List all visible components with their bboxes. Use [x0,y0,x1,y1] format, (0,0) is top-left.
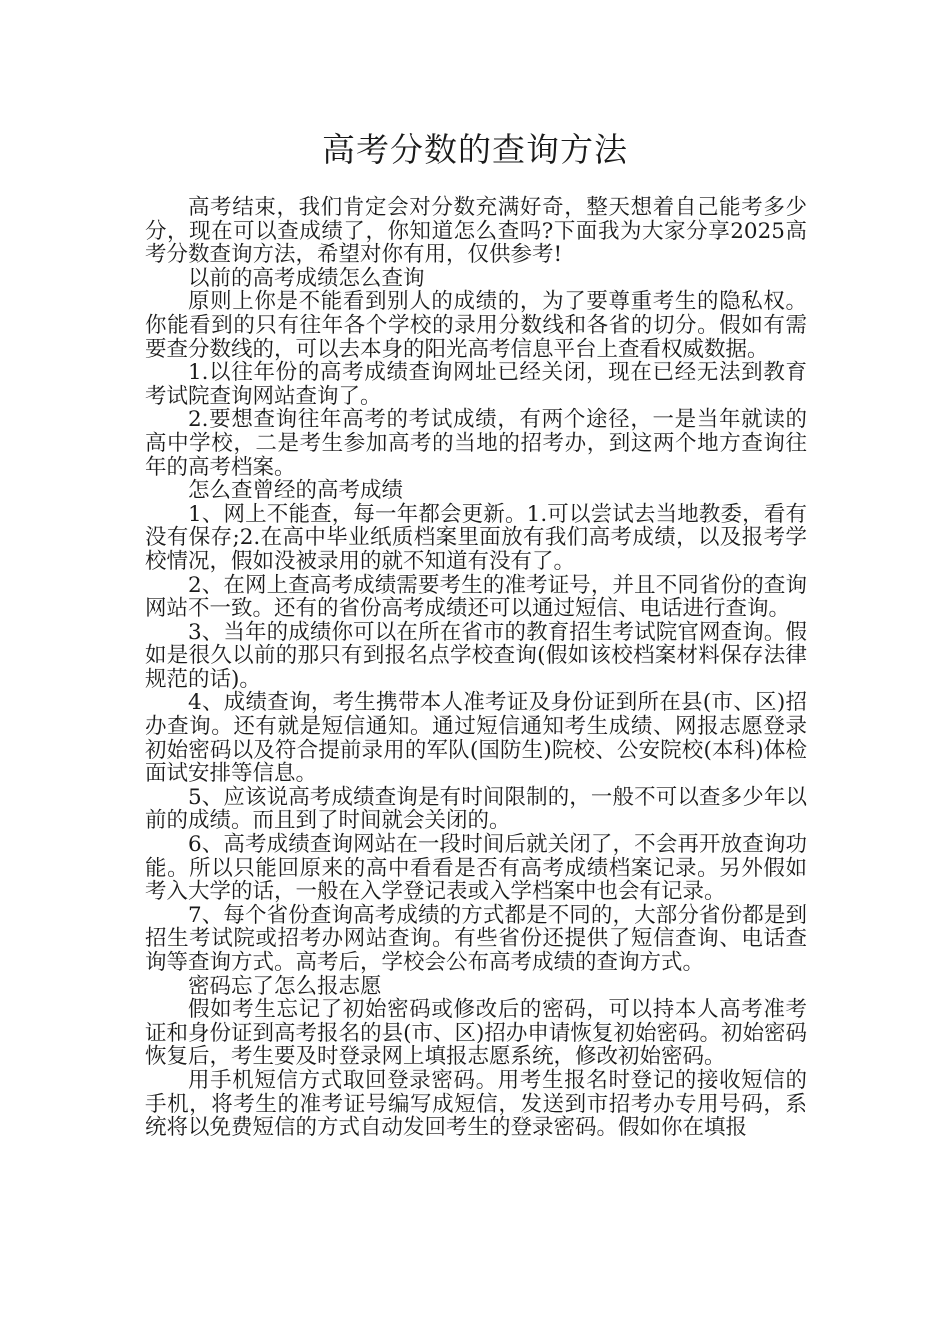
section-heading-past-scores: 以前的高考成绩怎么查询 [188,265,425,291]
document-body [145,196,807,1140]
paragraph: 用手机短信方式取回登录密码。用考生报名时登记的接收短信的手机，将考生的准考证号编写成短信，发送到市招考办专用号码，系统将以免费短信的方式自动发回考生的登录密码。假如你在填报 [145,1067,807,1141]
paragraph: 2.要想查询往年高考的考试成绩，有两个途径，一是当年就读的高中学校，二是考生参加高考的当地的招考办，到这两个地方查询往年的高考档案。 [145,407,807,480]
list-item: 2、在网上查高考成绩需要考生的准考证号，并且不同省份的查询网站不一致。还有的省份高考成绩还可以通过短信、电话进行查询。 [145,572,807,622]
list-item: 1、网上不能查，每一年都会更新。1.可以尝试去当地教委，看有没有保存;2.在高中毕业纸质档案里面放有我们高考成绩，以及报考学校情况，假如没被录用的就不知道有没有了。 [145,501,807,574]
document-title: 高考分数的查询方法 [322,130,628,169]
paragraph-intro: 高考结束，我们肯定会对分数充满好奇，整天想着自己能考多少分，现在可以查成绩了，你知道怎么查吗?下面我为大家分享2025高考分数查询方法，希望对你有用，仅供参考! [145,195,807,268]
list-item: 5、应该说高考成绩查询是有时间限制的，一般不可以查多少年以前的成绩。而且到了时间就会关闭的。 [145,784,807,834]
section-heading-old-scores: 怎么查曾经的高考成绩 [188,478,404,504]
list-item: 4、成绩查询，考生携带本人准考证及身份证到所在县(市、区)招办查询。还有就是短信通知。通过短信通知考生成绩、网报志愿登录初始密码以及符合提前录用的军队(国防生)院校、公安院校(本科)体检面试安排等信息。 [145,690,807,787]
paragraph: 1.以往年份的高考成绩查询网址已经关闭，现在已经无法到教育考试院查询网站查询了。 [145,360,807,409]
section-heading-forgot-password: 密码忘了怎么报志愿 [188,973,382,999]
list-item: 3、当年的成绩你可以在所在省市的教育招生考试院官网查询。假如是很久以前的那只有到报名点学校查询(假如该校档案材料保存法律规范的话)。 [145,619,807,692]
list-item: 7、每个省份查询高考成绩的方式都是不同的，大部分省份都是到招生考试院或招考办网站查询。有些省份还提供了短信查询、电话查询等查询方式。高考后，学校会公布高考成绩的查询方式。 [145,902,807,975]
list-item: 6、高考成绩查询网站在一段时间后就关闭了，不会再开放查询功能。所以只能回原来的高中看看是否有高考成绩档案记录。另外假如考入大学的话，一般在入学登记表或入学档案中也会有记录。 [145,832,807,905]
paragraph: 原则上你是不能看到别人的成绩的，为了要尊重考生的隐私权。你能看到的只有往年各个学校的录用分数线和各省的切分。假如有需要查分数线的，可以去本身的阳光高考信息平台上查看权威数据。 [145,289,807,362]
paragraph: 假如考生忘记了初始密码或修改后的密码，可以持本人高考准考证和身份证到高考报名的县(市、区)招办申请恢复初始密码。初始密码恢复后，考生要及时登录网上填报志愿系统，修改初始密码。 [145,997,807,1070]
